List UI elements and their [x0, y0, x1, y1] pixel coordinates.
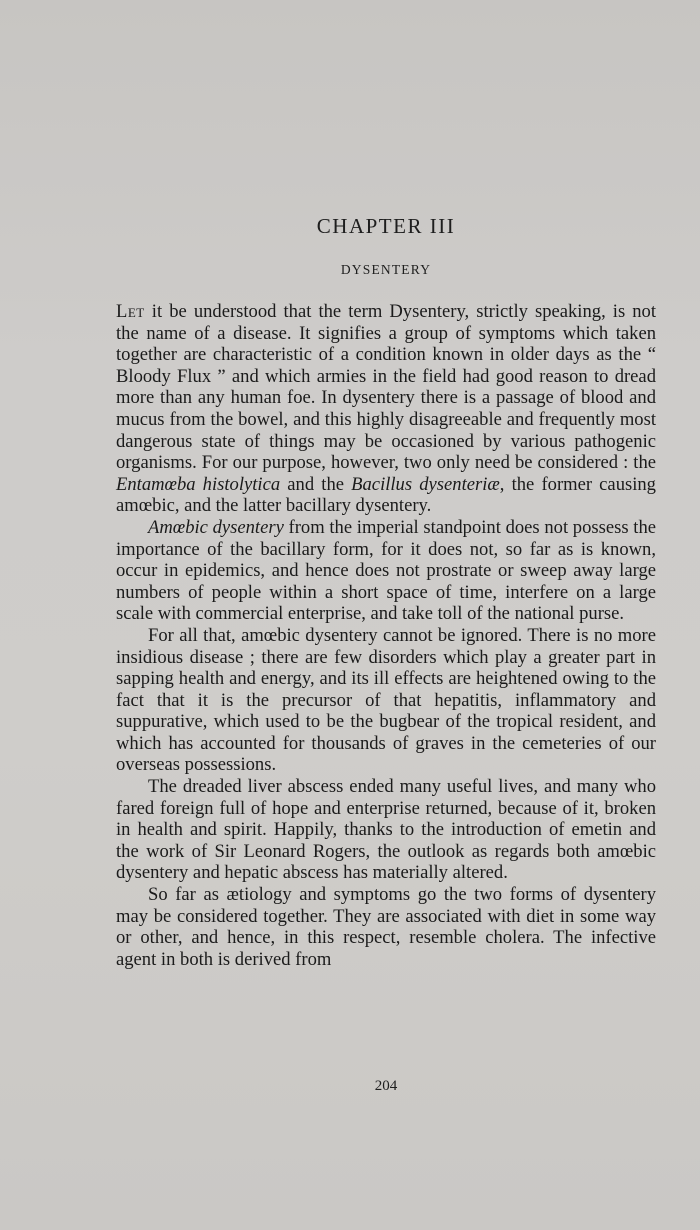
paragraph [116, 517, 656, 625]
paragraph-text: it be understood that the term Dysentery, strictly speaking, is not the name of a disease. It signifies a group of symptoms which taken together are characteristic of a condition known in older days as the “ Bloody Flux ” and which armies in the field had good reason to dread more than any human foe. In dysentery there is a passage of blood and mucus from the bowel, and this highly disagreeable and frequently most dangerous state of things may be occasioned by various pathogenic organisms. For our purpose, however, two only need be considered : the [116, 301, 656, 474]
paragraph: The dreaded liver abscess ended many useful lives, and many who fared foreign full of hope and enterprise returned, because of it, broken in health and spirit. Happily, thanks to the introduction of emetin and the work of Sir Leonard Rogers, the outlook as regards both amœbic dysentery and hepatic abscess has materially altered. [116, 776, 656, 884]
chapter-title: DYSENTERY [340, 262, 432, 277]
paragraph-text: , the former causing amœbic, and the latter bacillary dysentery. [116, 473, 656, 517]
paragraph [116, 301, 656, 517]
page-number: 204 [374, 1078, 398, 1094]
paragraph: So far as ætiology and symptoms go the two forms of dysentery may be considered together. They are associated with diet in some way or other, and hence, in this respect, resemble cholera. The infective agent in both is derived from [116, 884, 656, 970]
body-text [116, 301, 656, 970]
italic-term: Entamœba histolytica [116, 473, 281, 495]
paragraph-text: and the [280, 473, 352, 495]
italic-term: Bacillus dysenteriæ [351, 473, 500, 495]
chapter-heading: CHAPTER III [316, 214, 456, 238]
show-through-text [120, 80, 540, 190]
lead-word: Let [116, 301, 145, 322]
italic-term: Amœbic dysentery [148, 516, 284, 538]
paragraph: For all that, amœbic dysentery cannot be ignored. There is no more insidious disease ; there are few disorders which play a greater part in sapping health and energy, and its ill effects are heightened owing to the fact that it is the precursor of that hepatitis, inflammatory and suppurative, which used to be the bugbear of the tropical resident, and which has accounted for thousands of graves in the cemeteries of our overseas possessions. [116, 624, 656, 776]
paragraph-text: from the imperial standpoint does not possess the importance of the bacillary form, for it does not, so far as is known, occur in epidemics, and hence does not prostrate or sweep away large numbers of people within a short space of time, interfere on a large scale with commercial enterprise, and take toll of the national purse. [116, 516, 656, 625]
